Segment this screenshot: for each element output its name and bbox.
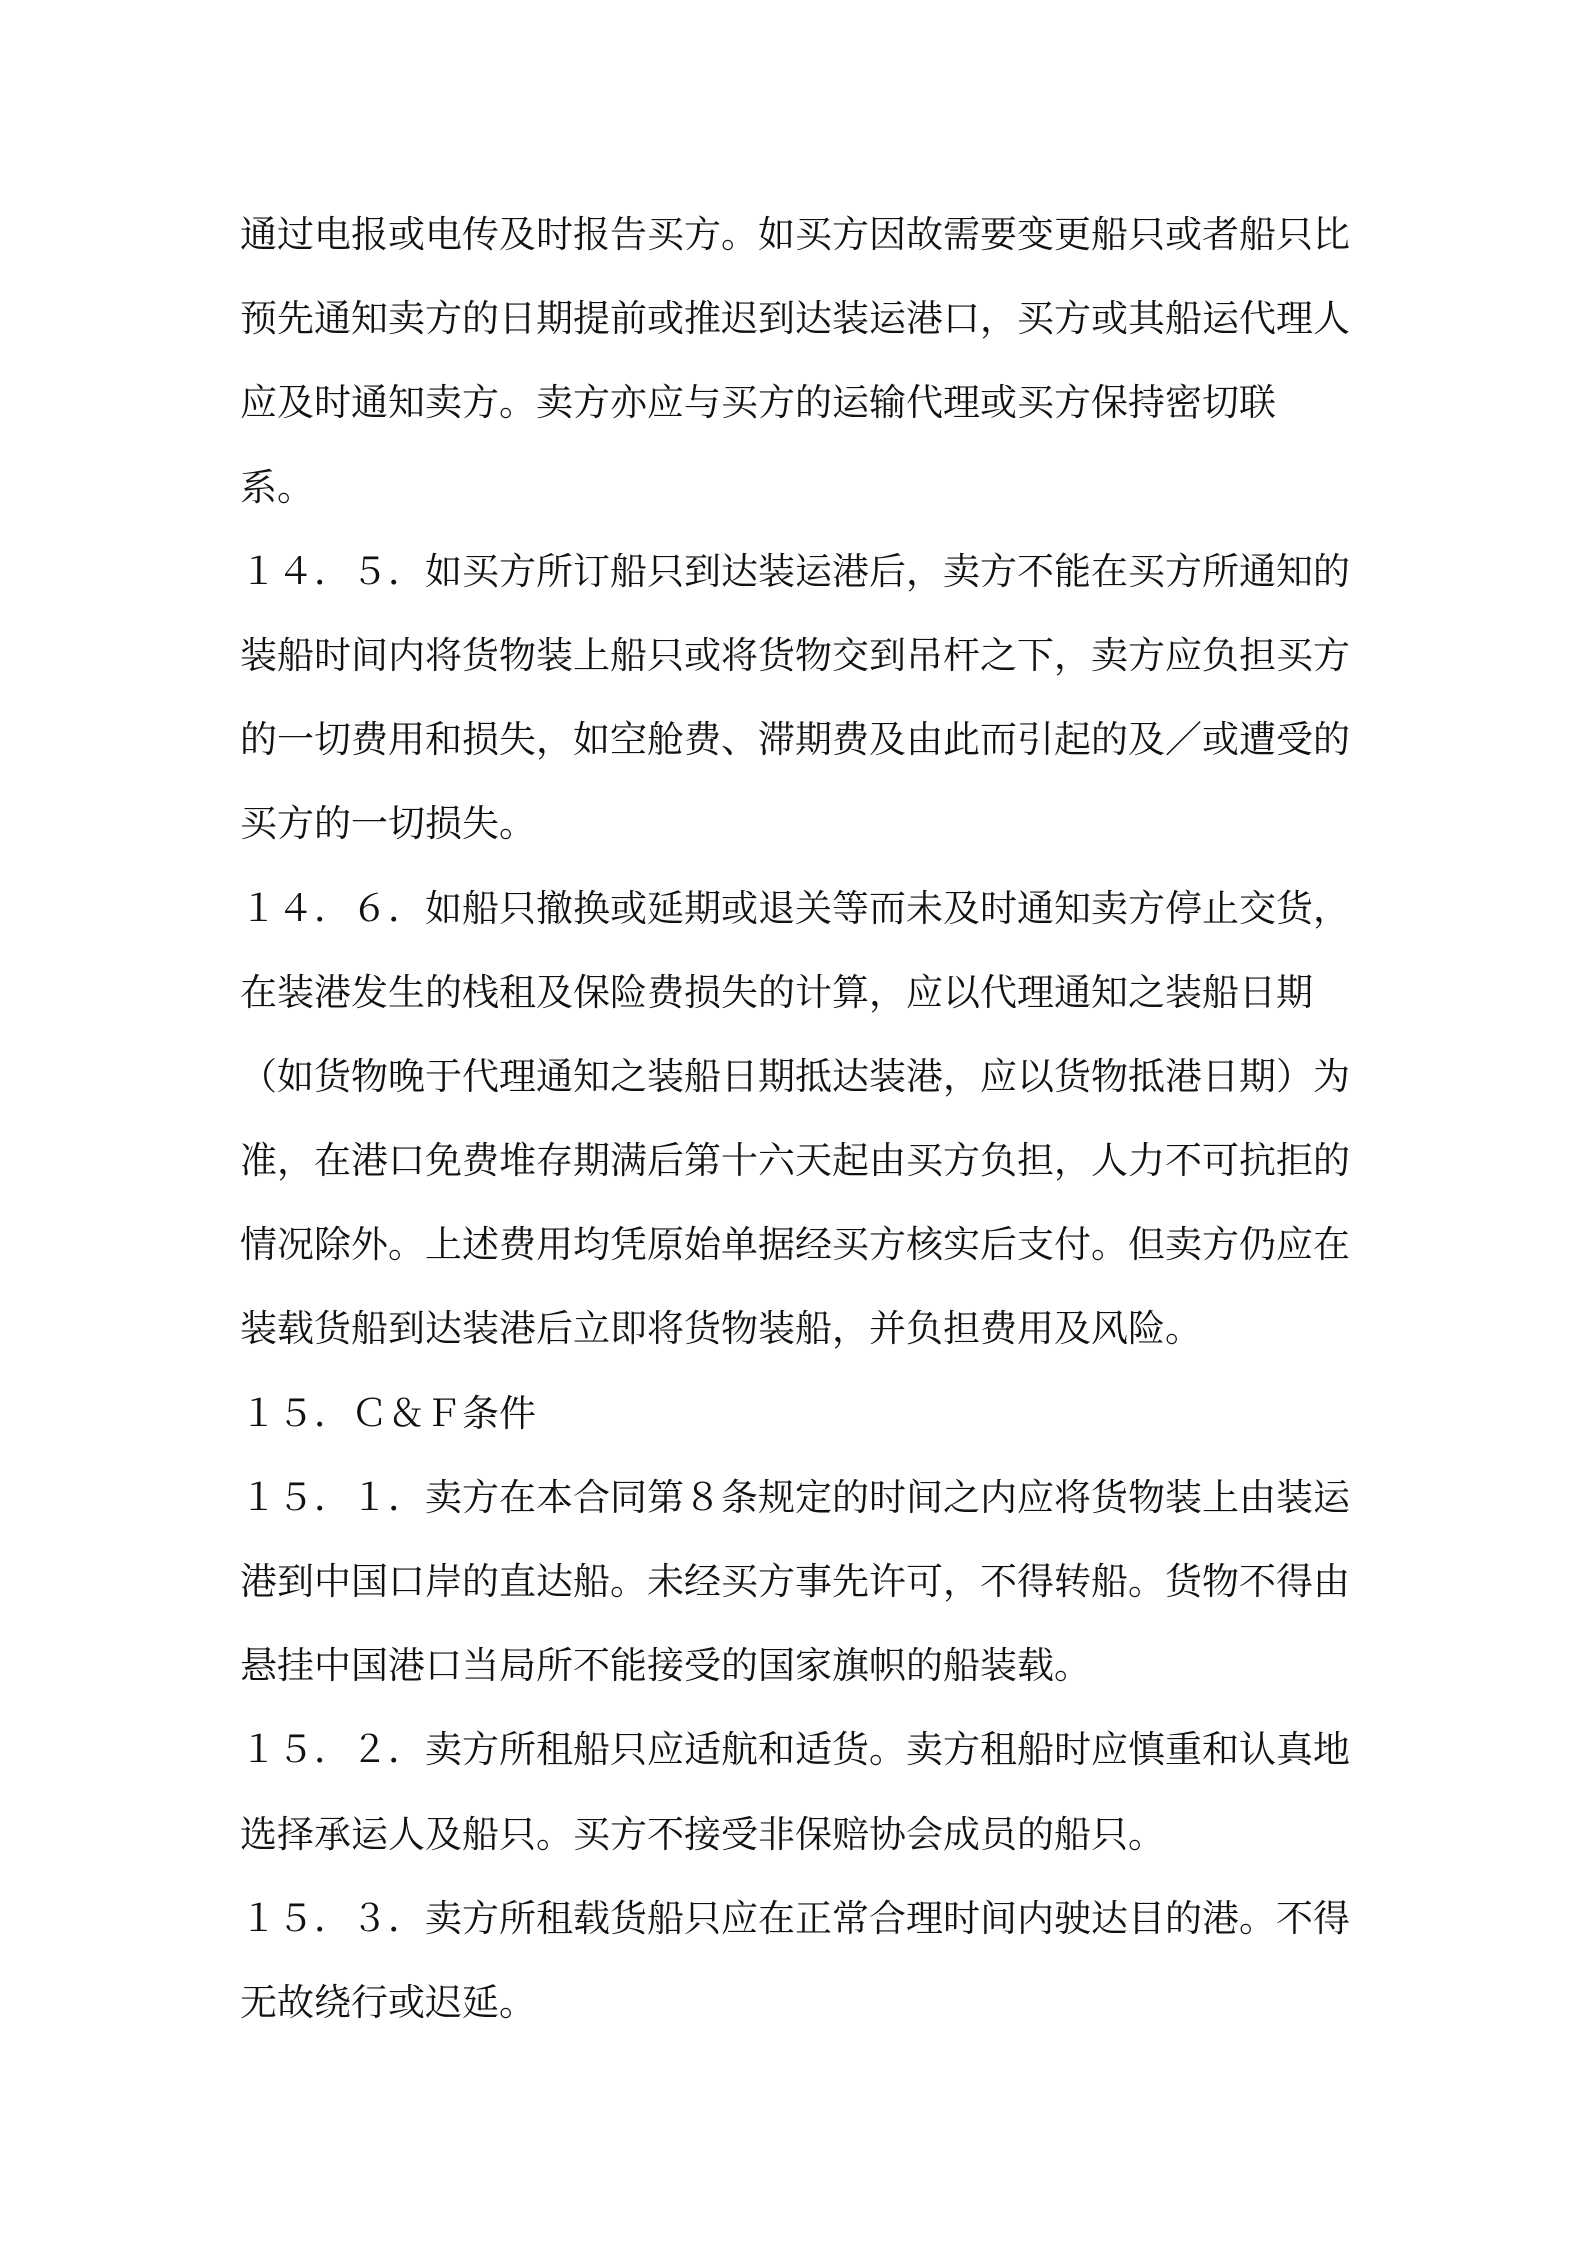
section-15-heading: １５．Ｃ＆Ｆ条件 bbox=[240, 1391, 536, 1435]
text-line: 选择承运人及船只。买方不接受非保赔协会成员的船只。 bbox=[240, 1812, 1165, 1856]
text-line: 预先通知卖方的日期提前或推迟到达装运港口，买方或其船运代理人 bbox=[240, 297, 1350, 341]
text-line: 无故绕行或迟延。 bbox=[240, 1980, 536, 2024]
clause-15-2-start: １５．２．卖方所租船只应适航和适货。卖方租船时应慎重和认真地 bbox=[240, 1728, 1350, 1772]
text-line: 的一切费用和损失，如空舱费、滞期费及由此而引起的及／或遭受的 bbox=[240, 718, 1350, 762]
text-line: （如货物晚于代理通知之装船日期抵达装港，应以货物抵港日期）为 bbox=[240, 1054, 1350, 1098]
text-line: 装船时间内将货物装上船只或将货物交到吊杆之下，卖方应负担买方 bbox=[240, 633, 1350, 677]
text-line: 系。 bbox=[240, 465, 314, 509]
text-line: 应及时通知卖方。卖方亦应与买方的运输代理或买方保持密切联 bbox=[240, 381, 1276, 425]
text-line: 在装港发生的栈租及保险费损失的计算，应以代理通知之装船日期 bbox=[240, 970, 1313, 1014]
clause-15-3-start: １５．３．卖方所租载货船只应在正常合理时间内驶达目的港。不得 bbox=[240, 1896, 1350, 1940]
text-line: 装载货船到达装港后立即将货物装船，并负担费用及风险。 bbox=[240, 1307, 1202, 1351]
text-line: 情况除外。上述费用均凭原始单据经买方核实后支付。但卖方仍应在 bbox=[240, 1223, 1350, 1267]
clause-14-5-start: １４．５．如买方所订船只到达装运港后，卖方不能在买方所通知的 bbox=[240, 549, 1350, 593]
text-line: 悬挂中国港口当局所不能接受的国家旗帜的船装载。 bbox=[240, 1644, 1091, 1688]
clause-14-6-start: １４．６．如船只撤换或延期或退关等而未及时通知卖方停止交货， bbox=[240, 886, 1350, 930]
clause-15-1-start: １５．１．卖方在本合同第８条规定的时间之内应将货物装上由装运 bbox=[240, 1475, 1350, 1519]
text-line: 港到中国口岸的直达船。未经买方事先许可，不得转船。货物不得由 bbox=[240, 1560, 1350, 1603]
text-line: 准，在港口免费堆存期满后第十六天起由买方负担，人力不可抗拒的 bbox=[240, 1139, 1350, 1183]
text-line: 买方的一切损失。 bbox=[240, 802, 536, 846]
document-body bbox=[240, 193, 1370, 2045]
text-line: 通过电报或电传及时报告买方。如买方因故需要变更船只或者船只比 bbox=[240, 213, 1350, 256]
